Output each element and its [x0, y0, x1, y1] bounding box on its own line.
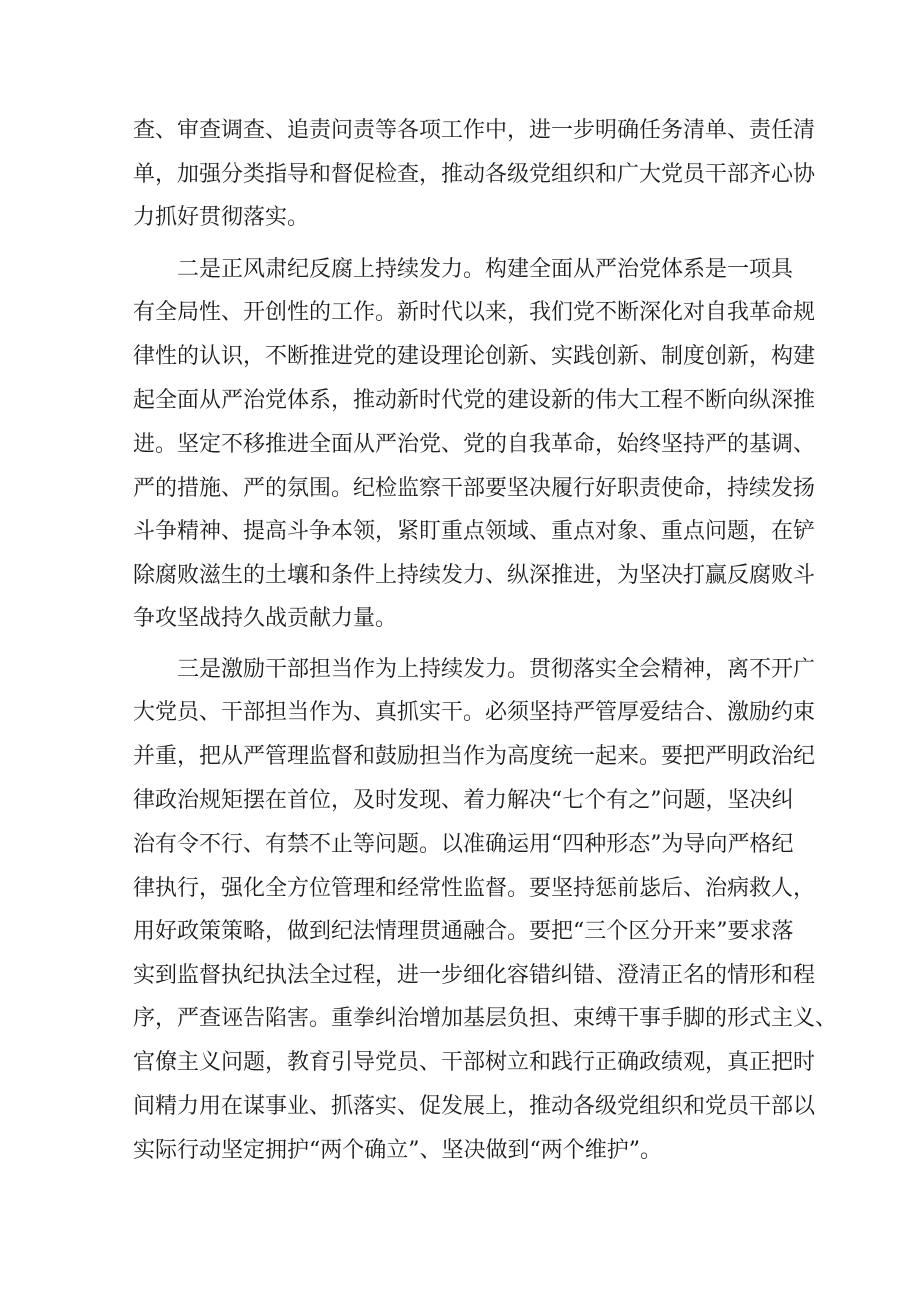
text-line: 力抓好贯彻落实。: [133, 205, 310, 230]
text-line: 并重，把从严管理监督和鼓励担当作为高度统一起来。要把严明政治纪: [133, 744, 816, 769]
text-line: 大党员、干部担当作为、真抓实干。必须坚持严管厚爱结合、激励约束: [133, 700, 816, 725]
text-line: 起全面从严治党体系，推动新时代党的建设新的伟大工程不断向纵深推: [133, 388, 816, 413]
text-line: 实到监督执纪执法全过程，进一步细化容错纠错、澄清正名的情形和程: [133, 963, 816, 988]
text-line: 有全局性、开创性的工作。新时代以来，我们党不断深化对自我革命规: [133, 300, 816, 325]
text-line: 官僚主义问题，教育引导党员、干部树立和践行正确政绩观，真正把时: [133, 1050, 816, 1075]
text-line: 查、审查调查、追责问责等各项工作中，进一步明确任务清单、责任清: [133, 118, 816, 143]
text-line: 间精力用在谋事业、抓落实、促发展上，推动各级党组织和党员干部以: [133, 1094, 816, 1119]
text-line: 进。坚定不移推进全面从严治党、党的自我革命，始终坚持严的基调、: [133, 432, 816, 457]
text-line: 严的措施、严的氛围。纪检监察干部要坚决履行好职责使命，持续发扬: [133, 476, 816, 501]
text-line: 除腐败滋生的土壤和条件上持续发力、纵深推进，为坚决打赢反腐败斗: [133, 563, 816, 588]
text-line: 斗争精神、提高斗争本领，紧盯重点领域、重点对象、重点问题，在铲: [133, 519, 816, 544]
text-line: 实际行动坚定拥护“两个确立”、坚决做到“两个维护”。: [133, 1138, 662, 1163]
text-line: 律性的认识，不断推进党的建设理论创新、实践创新、制度创新，构建: [133, 344, 816, 369]
text-line: 治有令不行、有禁不止等问题。以准确运用“四种形态”为导向严格纪: [133, 832, 794, 857]
text-line: 单，加强分类指导和督促检查，推动各级党组织和广大党员干部齐心协: [133, 162, 816, 187]
text-line: 序，严查诬告陷害。重拳纠治增加基层负担、束缚干事手脚的形式主义、: [133, 1006, 838, 1031]
text-line: 二是正风肃纪反腐上持续发力。构建全面从严治党体系是一项具: [177, 257, 794, 282]
text-line: 律政治规矩摆在首位，及时发现、着力解决“七个有之”问题，坚决纠: [133, 788, 794, 813]
text-line: 用好政策策略，做到纪法情理贯通融合。要把“三个区分开来”要求落: [133, 919, 794, 944]
text-line: 三是激励干部担当作为上持续发力。贯彻落实全会精神，离不开广: [177, 657, 816, 682]
text-line: 律执行，强化全方位管理和经常性监督。要坚持惩前毖后、治病救人，: [133, 876, 816, 901]
text-line: 争攻坚战持久战贡献力量。: [133, 606, 398, 631]
